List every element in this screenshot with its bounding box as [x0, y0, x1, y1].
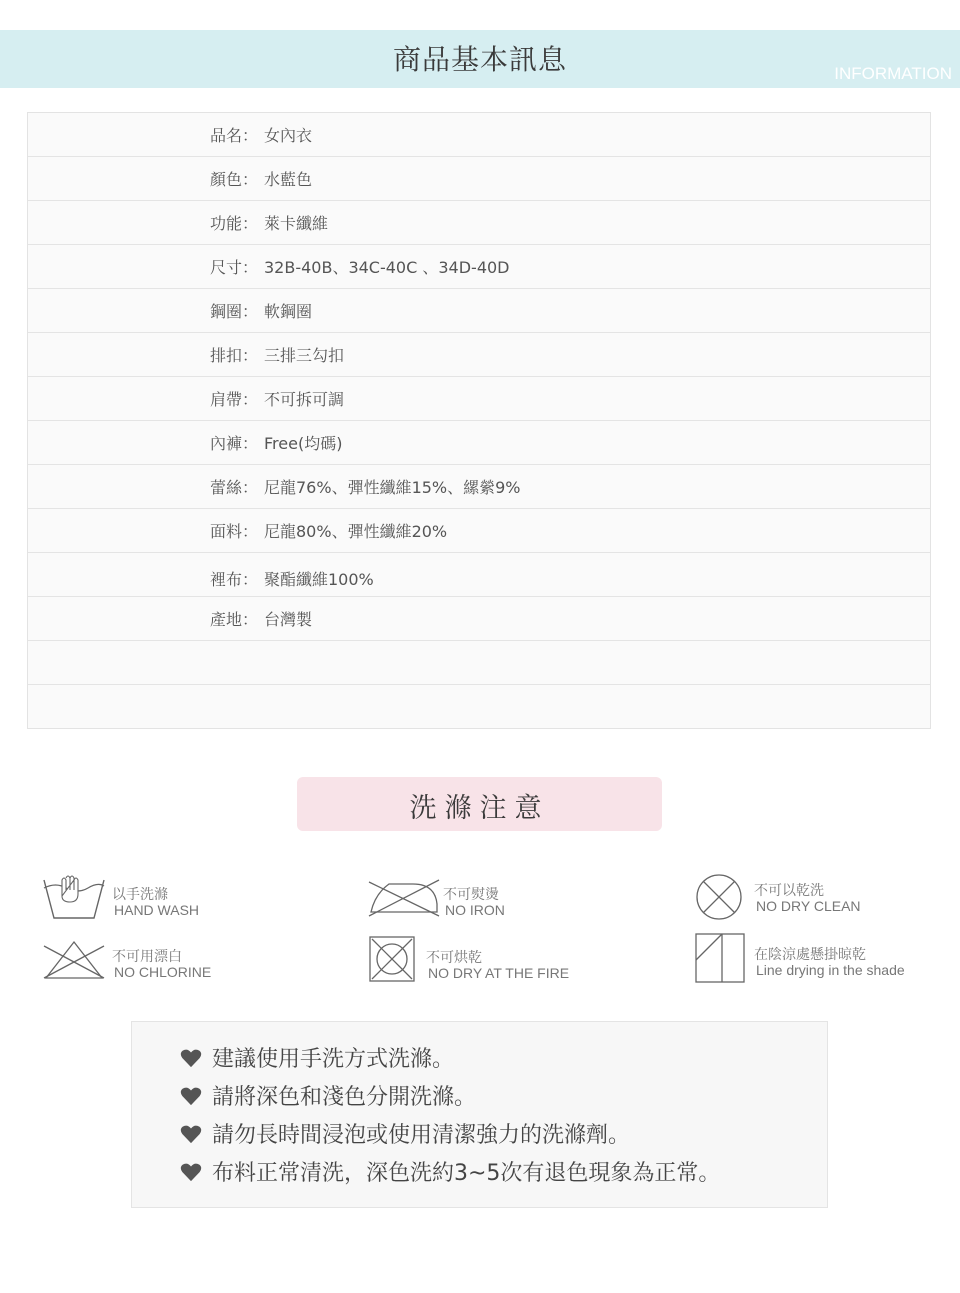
heart-icon [180, 1161, 202, 1183]
wash-note [180, 1118, 630, 1148]
care-label-zh: 不可烘乾 [426, 950, 482, 966]
care-label-zh: 不可以乾洗 [754, 883, 824, 899]
hand-wash-icon [42, 870, 108, 922]
heart-icon [180, 1085, 202, 1107]
page-title: 商品基本訊息 [392, 43, 567, 76]
no-dry-clean-icon [694, 872, 744, 922]
line-dry-shade-icon [694, 932, 746, 984]
wash-note-text: 建議使用手洗方式洗滌。 [212, 1047, 455, 1072]
spec-row-panty [28, 421, 930, 465]
care-item-no-chlorine [42, 938, 322, 984]
care-label-en: NO CHLORINE [114, 964, 212, 980]
wash-note [180, 1080, 476, 1110]
spec-value: 水藍色 [264, 170, 313, 189]
spec-row-underwire [28, 289, 930, 333]
care-item-line-dry-shade [694, 932, 944, 984]
spec-value: 32B-40B、34C-40C 、34D-40D [264, 258, 510, 277]
spec-row-function [28, 201, 930, 245]
spec-value: 聚酯纖維100% [264, 570, 374, 589]
spec-label: 顏色： [210, 170, 259, 189]
wash-note-text: 請將深色和淺色分開洗滌。 [212, 1085, 477, 1110]
spec-label: 鋼圈： [210, 302, 259, 321]
spec-label: 蕾絲： [210, 478, 259, 497]
spec-label: 肩帶： [210, 390, 259, 409]
spec-row-fabric [28, 509, 930, 553]
care-label-zh: 不可熨燙 [443, 887, 499, 903]
no-iron-icon [367, 874, 441, 918]
care-label-en: NO DRY CLEAN [756, 898, 861, 914]
spec-value: 尼龍80%、彈性纖維20% [264, 522, 448, 541]
spec-label: 產地： [210, 610, 259, 629]
no-chlorine-icon [42, 938, 106, 982]
spec-row-strap [28, 377, 930, 421]
heart-icon [180, 1047, 202, 1069]
spec-label: 內褲： [210, 434, 259, 453]
spec-label: 品名： [210, 126, 259, 145]
care-label-zh: 以手洗滌 [112, 887, 168, 903]
spec-row-size [28, 245, 930, 289]
heart-icon [180, 1123, 202, 1145]
care-item-no-iron [367, 874, 647, 924]
spec-row-lace [28, 465, 930, 509]
wash-note-text: 布料正常清洗，深色洗約3~5次有退色現象為正常。 [212, 1161, 721, 1186]
spec-row-lining [28, 553, 930, 597]
spec-row-name [28, 113, 930, 157]
wash-note [180, 1042, 454, 1072]
care-item-hand-wash [42, 870, 322, 922]
spec-label: 功能： [210, 214, 259, 233]
spec-label: 尺寸： [210, 258, 259, 277]
spec-row-empty [28, 685, 930, 729]
spec-value: 三排三勾扣 [264, 346, 345, 365]
spec-row-hooks [28, 333, 930, 377]
spec-value: 尼龍76%、彈性纖維15%、縲縈9% [264, 478, 521, 497]
spec-value: Free(均碼) [264, 434, 343, 453]
wash-notes-box [131, 1021, 828, 1208]
spec-label: 裡布： [210, 570, 259, 589]
spec-value: 女內衣 [264, 126, 313, 145]
care-item-no-tumble-dry [368, 935, 648, 983]
no-tumble-dry-icon [368, 935, 416, 983]
care-label-en: Line drying in the shade [756, 962, 905, 978]
care-label-zh: 在陰涼處懸掛晾乾 [754, 947, 866, 963]
care-item-no-dry-clean [694, 872, 944, 922]
care-label-en: NO IRON [445, 902, 505, 918]
spec-value: 台灣製 [264, 610, 313, 629]
spec-row-color [28, 157, 930, 201]
spec-value: 不可拆可調 [264, 390, 345, 409]
care-label-en: HAND WASH [114, 902, 200, 918]
care-label-zh: 不可用漂白 [112, 949, 182, 965]
care-label-en: NO DRY AT THE FIRE [428, 965, 570, 981]
spec-value: 軟鋼圈 [264, 302, 313, 321]
spec-row-empty [28, 641, 930, 685]
spec-row-origin [28, 597, 930, 641]
spec-label: 面料： [210, 522, 259, 541]
spec-table [27, 112, 931, 729]
wash-note [180, 1156, 720, 1186]
spec-label: 排扣： [210, 346, 259, 365]
spec-value: 萊卡纖維 [264, 214, 329, 233]
wash-note-text: 請勿長時間浸泡或使用清潔強力的洗滌劑。 [212, 1123, 631, 1148]
page-subtitle: INFORMATION [834, 64, 952, 83]
wash-title: 洗滌注意 [409, 793, 550, 824]
